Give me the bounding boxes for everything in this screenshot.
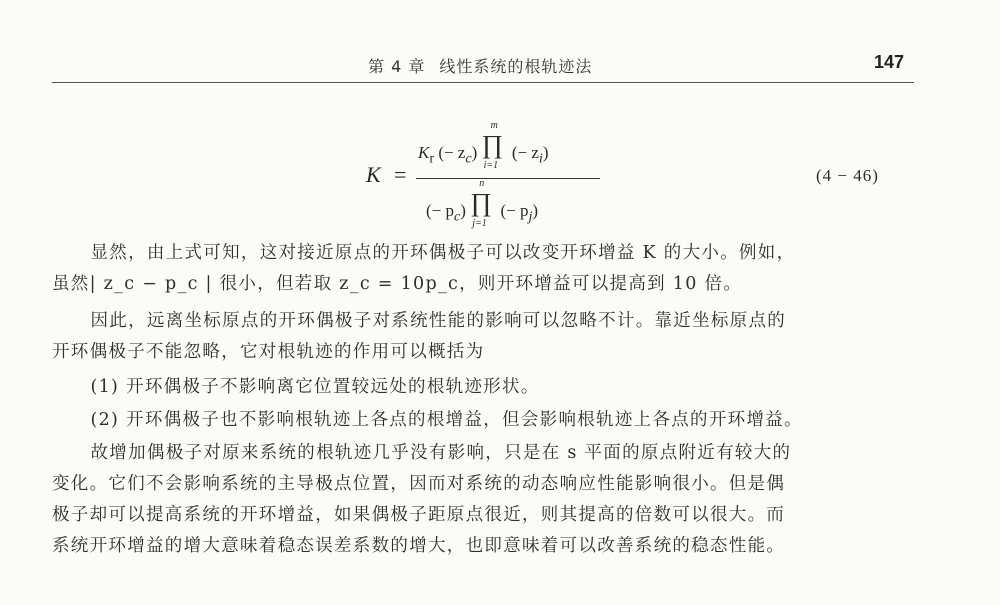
- formula-numerator: $K_r$ (− $z_c$) ∏ m i=1 (− $z_i$): [418, 120, 549, 171]
- product-symbol: ∏ n j=1: [470, 178, 492, 229]
- text-line: 极子却可以提高系统的开环增益，如果偶极子距原点很近，则其提高的倍数可以很大。而: [52, 505, 786, 525]
- fraction-bar: [416, 178, 600, 179]
- header-rule: [52, 82, 914, 83]
- paragraph-2: [52, 306, 920, 368]
- chapter-number: 第 4 章: [368, 57, 426, 76]
- formula-equals: =: [394, 162, 407, 187]
- text-line: 变化。它们不会影响系统的主导极点位置，因而对系统的动态响应性能影响很小。但是偶: [52, 474, 786, 494]
- page-number: 147: [873, 52, 904, 72]
- page-header: [52, 50, 914, 80]
- chapter-heading: [368, 54, 592, 77]
- paragraph-3: [52, 438, 920, 562]
- text-line: 虽然| z_c − p_c | 很小，但若取 z_c = 10p_c，则开环增益可以提高到 10 倍。: [52, 274, 743, 294]
- text-line: 故增加偶极子对原来系统的根轨迹几乎没有影响，只是在 s 平面的原点附近有较大的: [90, 443, 792, 463]
- chapter-title: 线性系统的根轨迹法: [439, 57, 593, 76]
- text-line: 显然，由上式可知，这对接近原点的开环偶极子可以改变开环增益 K 的大小。例如，: [90, 243, 796, 263]
- text-line: 因此，远离坐标原点的开环偶极子对系统性能的影响可以忽略不计。靠近坐标原点的: [90, 311, 787, 331]
- formula-block: [330, 112, 930, 237]
- paragraph-1: [52, 238, 920, 300]
- equation-number: (4 − 46): [816, 166, 879, 185]
- formula-denominator: (− $p_c$) ∏ n j=1 (− $p_j$): [426, 178, 539, 229]
- text-line: 开环偶极子不能忽略，它对根轨迹的作用可以概括为: [52, 342, 485, 362]
- text-line: 系统开环增益的增大意味着稳态误差系数的增大，也即意味着可以改善系统的稳态性能。: [52, 536, 786, 556]
- formula-lhs: K: [366, 162, 381, 187]
- text-line: (2) 开环偶极子也不影响根轨迹上各点的根增益，但会影响根轨迹上各点的开环增益。: [90, 410, 803, 430]
- list-item-1: [52, 372, 920, 403]
- product-symbol: ∏ m i=1: [481, 120, 503, 171]
- list-item-2: [52, 405, 920, 436]
- text-line: (1) 开环偶极子不影响离它位置较远处的根轨迹形状。: [90, 377, 540, 397]
